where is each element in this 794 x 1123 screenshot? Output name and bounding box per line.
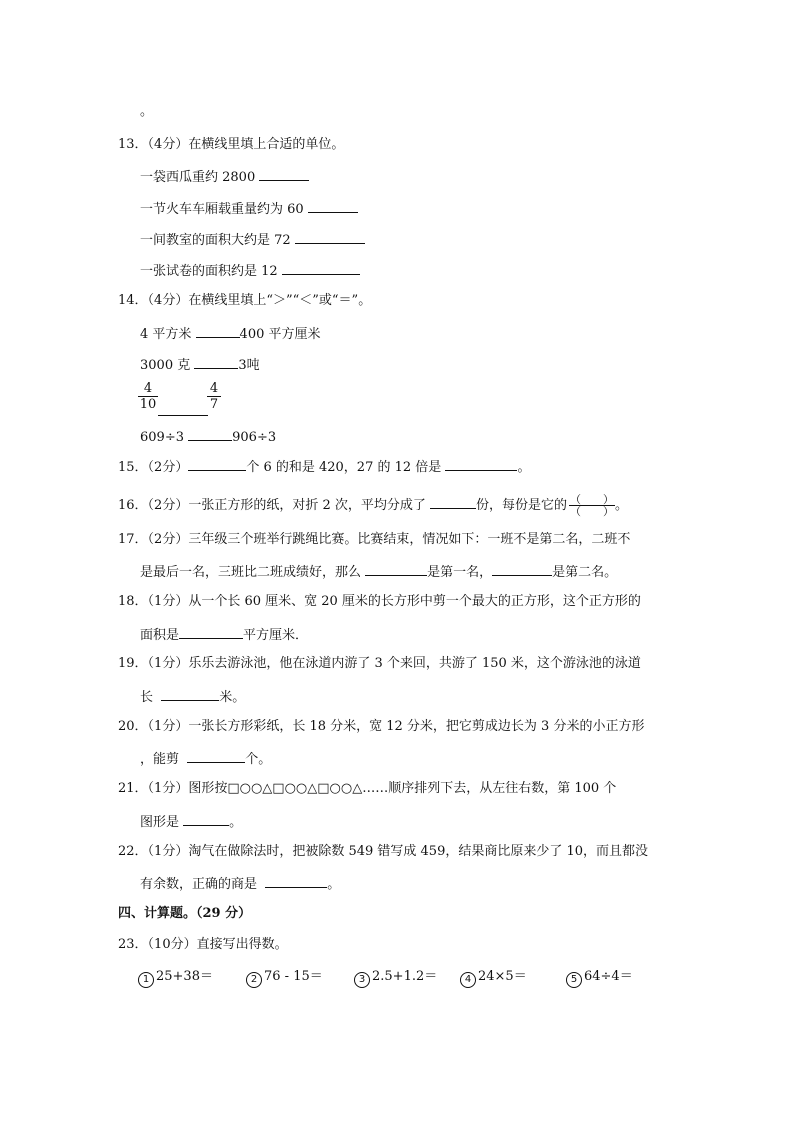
q18-line2-pre: 面积是 <box>140 628 180 643</box>
answer-blank[interactable] <box>295 231 365 244</box>
q13-item-3-text: 一间教室的面积大约是 72 <box>140 233 295 248</box>
q14-fraction-left <box>138 381 158 412</box>
q23-expr-2: 76 - 15＝ <box>264 969 323 984</box>
q19-line2-pre: 长 <box>140 690 154 705</box>
q19-line2 <box>140 688 245 706</box>
q13-item-1 <box>140 168 309 186</box>
answer-blank[interactable] <box>183 813 229 826</box>
q14-b-left: 3000 克 <box>140 358 191 373</box>
q23-expr-4: 24×5＝ <box>478 969 527 984</box>
q16-end: 。 <box>615 498 629 513</box>
paren-top[interactable]: （ ） <box>570 493 615 506</box>
circled-number-icon: 5 <box>566 972 582 988</box>
answer-blank[interactable] <box>365 563 427 576</box>
circled-number-icon: 4 <box>460 972 476 988</box>
q18-line2 <box>140 626 308 644</box>
paren-bottom[interactable]: （ ） <box>570 505 615 518</box>
answer-blank[interactable] <box>492 563 552 576</box>
q15-end: 。 <box>517 460 531 475</box>
q16-pre: 16．（2分）一张正方形的纸，对折 2 次，平均分成了 <box>118 498 426 513</box>
q17-line2-end: 是第二名。 <box>552 565 618 580</box>
q14-a-left: 4 平方米 <box>140 327 192 342</box>
fraction-denominator: 7 <box>209 397 219 412</box>
q16 <box>118 494 628 517</box>
answer-blank[interactable] <box>187 750 245 763</box>
q22-line2-end: 。 <box>327 877 341 892</box>
answer-blank[interactable] <box>161 688 219 701</box>
q21-line2 <box>140 813 242 831</box>
q18-line1: 18．（1分）从一个长 60 厘米、宽 20 厘米的长方形中剪一个最大的正方形，这个正方形的 <box>118 594 641 609</box>
answer-blank[interactable] <box>282 262 360 275</box>
q16-paren-fraction <box>569 494 615 517</box>
answer-blank[interactable] <box>265 875 327 888</box>
q13-item-3 <box>140 231 365 249</box>
answer-blank[interactable] <box>188 458 246 471</box>
q17-line2 <box>140 563 617 581</box>
answer-blank[interactable] <box>188 428 232 441</box>
q19-line1: 19．（1分）乐乐去游泳池，他在泳道内游了 3 个来回，共游了 150 米，这个游泳池的泳道 <box>118 656 641 671</box>
q23-title: 23．（10分）直接写出得数。 <box>118 937 288 952</box>
q14-a <box>140 325 321 343</box>
q13-item-4 <box>140 262 360 280</box>
q15-pre: 15．（2分） <box>118 460 189 475</box>
q21-line2-end: 。 <box>229 815 243 830</box>
q22-line1: 22．（1分）淘气在做除法时，把被除数 549 错写成 459，结果商比原来少了 10，而且都没 <box>118 844 649 859</box>
q23-item-5 <box>566 969 633 988</box>
answer-blank[interactable] <box>196 325 240 338</box>
q21-line1: 21．（1分）图形按□○○△□○○△□○○△……顺序排列下去，从左往右数，第 100 个 <box>118 781 617 796</box>
q16-mid: 份，每份是它的 <box>476 498 568 513</box>
q23-item-4 <box>460 969 527 988</box>
circled-number-icon: 2 <box>246 972 262 988</box>
q19-line2-end: 米。 <box>219 690 246 705</box>
q17-line1: 17．（2分）三年级三个班举行跳绳比赛。比赛结束，情况如下：一班不是第二名，二班不 <box>118 532 631 547</box>
answer-blank[interactable] <box>179 626 243 639</box>
q14-title: 14．（4分）在横线里填上“＞”“＜”或“＝”。 <box>118 293 372 308</box>
q23-item-3 <box>354 969 437 988</box>
top-mark: 。 <box>140 104 154 119</box>
q23-item-1 <box>138 969 213 988</box>
section-heading: 四、计算题。（29 分） <box>118 906 252 921</box>
q17-line2-mid: 是第一名， <box>427 565 493 580</box>
answer-blank[interactable] <box>259 168 309 181</box>
q13-item-4-text: 一张试卷的面积约是 12 <box>140 264 282 279</box>
q17-line2-pre: 是最后一名，三班比二班成绩好，那么 <box>140 565 362 580</box>
q20-line1: 20．（1分）一张长方形彩纸，长 18 分米，宽 12 分米，把它剪成边长为 3 分米的小正方形 <box>118 719 645 734</box>
q14-d-left: 609÷3 <box>140 430 184 445</box>
answer-blank[interactable] <box>194 356 238 369</box>
q14-b-right: 3吨 <box>238 358 260 373</box>
q20-line2-end: 个。 <box>245 752 272 767</box>
fraction-numerator: 4 <box>209 381 219 396</box>
q23-expr-3: 2.5+1.2＝ <box>372 969 438 984</box>
q13-item-2-text: 一节火车车厢载重量约为 60 <box>140 202 308 217</box>
fraction-numerator: 4 <box>143 381 153 396</box>
q13-title: 13．（4分）在横线里填上合适的单位。 <box>118 137 345 152</box>
answer-blank[interactable] <box>308 200 358 213</box>
q15-mid: 个 6 的和是 420，27 的 12 倍是 <box>246 460 442 475</box>
circled-number-icon: 1 <box>138 972 154 988</box>
q20-line2 <box>140 750 271 768</box>
q15 <box>118 458 530 476</box>
q14-b <box>140 356 260 374</box>
q22-line2-pre: 有余数，正确的商是 <box>140 877 258 892</box>
fraction-denominator: 10 <box>139 397 157 412</box>
answer-blank[interactable] <box>430 496 476 509</box>
q14-d-right: 906÷3 <box>232 430 277 445</box>
q21-line2-pre: 图形是 <box>140 815 180 830</box>
q13-item-1-text: 一袋西瓜重约 2800 <box>140 170 260 185</box>
q23-item-2 <box>246 969 323 988</box>
q23-expr-1: 25+38＝ <box>156 969 213 984</box>
q22-line2 <box>140 875 340 893</box>
answer-blank[interactable] <box>158 403 208 416</box>
q23-expr-5: 64÷4＝ <box>584 969 633 984</box>
q14-fraction-right <box>207 381 221 412</box>
q18-line2-end: 平方厘米． <box>243 628 309 643</box>
circled-number-icon: 3 <box>354 972 370 988</box>
q14-a-right: 400 平方厘米 <box>239 327 321 342</box>
answer-blank[interactable] <box>445 458 517 471</box>
q20-line2-pre: ，能剪 <box>140 752 180 767</box>
q14-d <box>140 428 276 446</box>
q13-item-2 <box>140 200 358 218</box>
